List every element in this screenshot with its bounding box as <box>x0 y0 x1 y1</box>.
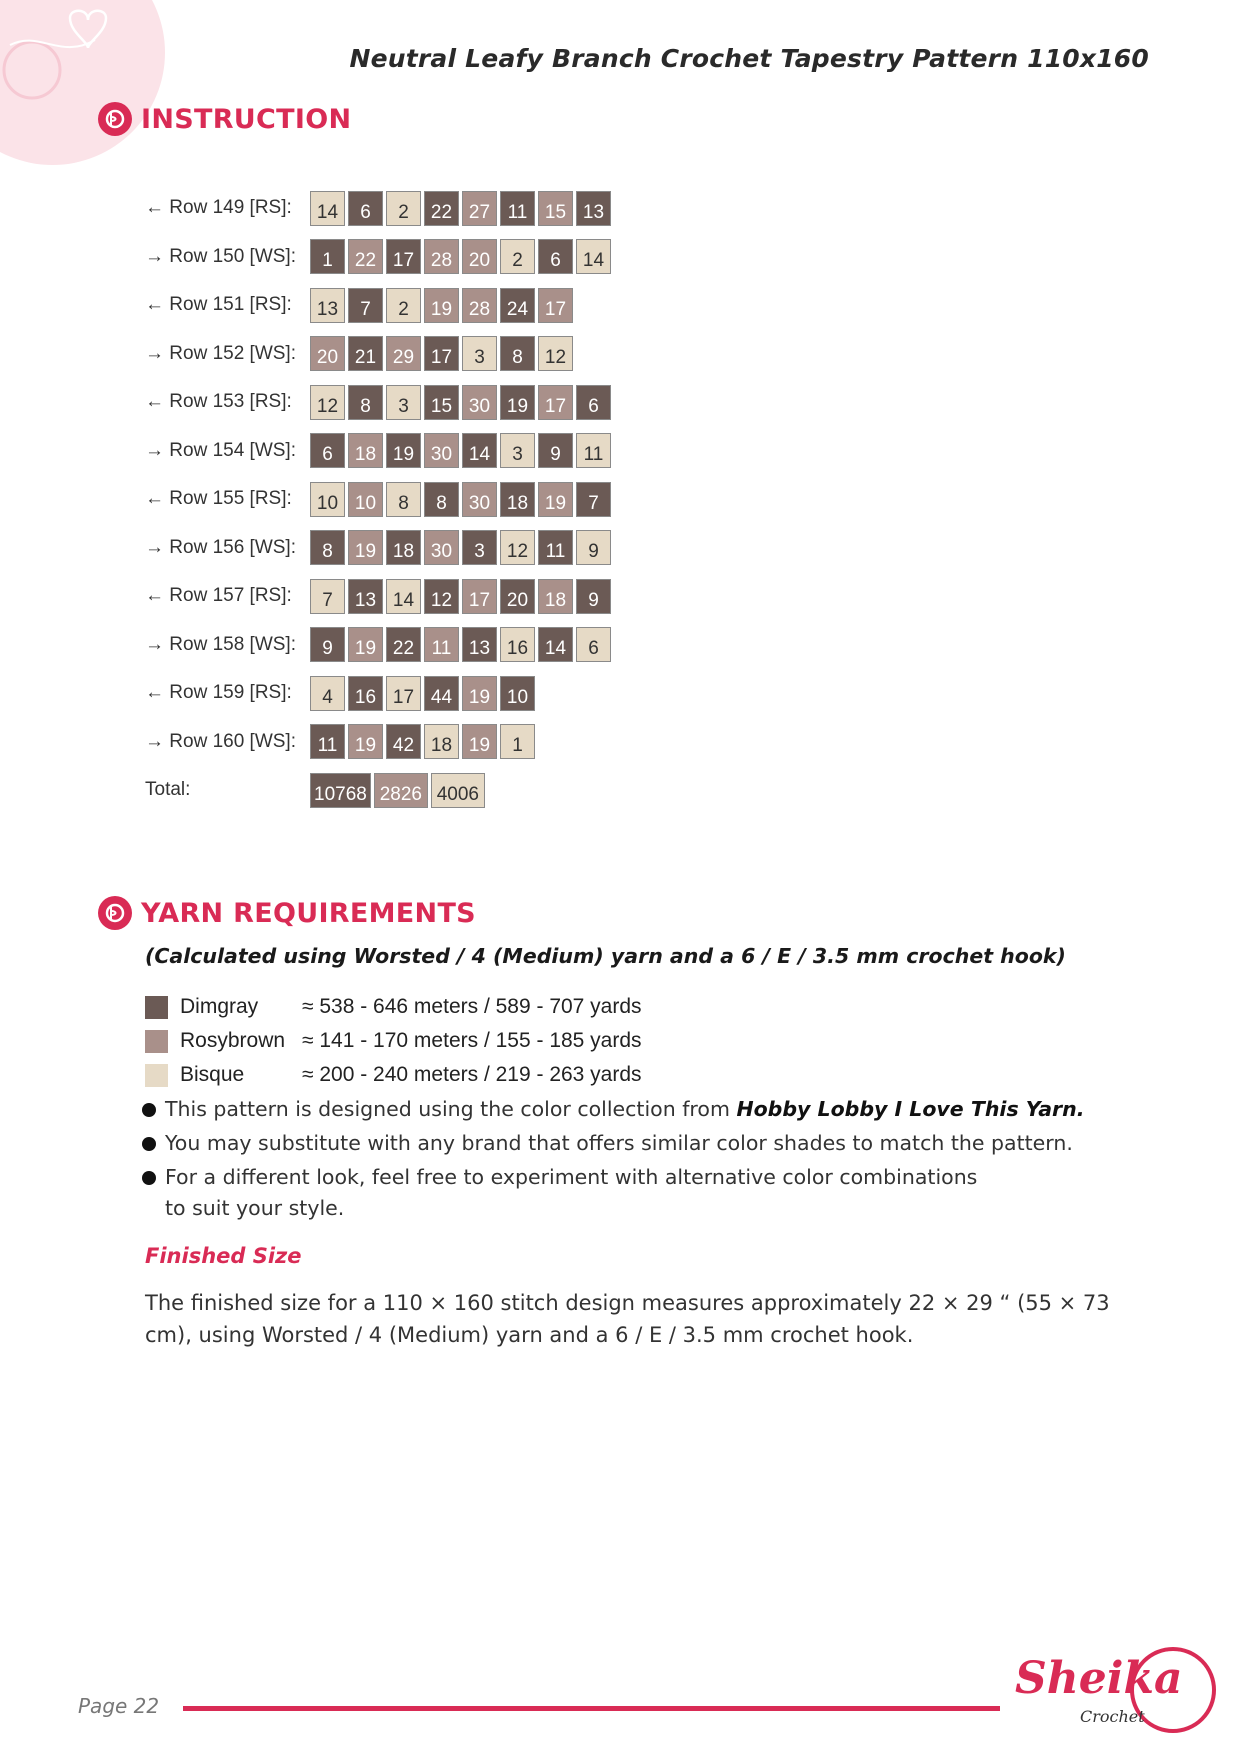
stitch-count-cell: 14 <box>386 579 421 614</box>
stitch-count-cell: 6 <box>576 627 611 662</box>
color-swatch <box>145 1030 168 1053</box>
heart-yarn-icon <box>0 0 110 110</box>
row-label: → Row 156 [WS]: <box>145 536 296 558</box>
stitch-count-cell: 28 <box>424 239 459 274</box>
instruction-rows <box>145 184 611 815</box>
row-cells <box>310 433 611 468</box>
stitch-count-cell: 18 <box>500 482 535 517</box>
color-swatch <box>145 1064 168 1087</box>
stitch-count-cell: 14 <box>576 239 611 274</box>
row-cells <box>310 579 611 614</box>
yarn-subtitle: (Calculated using Worsted / 4 (Medium) yarn and a 6 / E / 3.5 mm crochet hook) <box>145 944 1066 968</box>
instruction-title: INSTRUCTION <box>141 103 352 135</box>
stitch-count-cell: 18 <box>538 579 573 614</box>
stitch-count-cell: 2 <box>500 239 535 274</box>
row-label: ← Row 157 [RS]: <box>145 585 292 607</box>
row-label: → Row 152 [WS]: <box>145 342 296 364</box>
pattern-row <box>145 524 611 573</box>
finished-size-text: The finished size for a 110 × 160 stitch design measures approximately 22 × 29 “ (55 × 73 cm), using Worsted / 4 (Medium) yarn and a 6 / E / 3.5 mm crochet hook. <box>145 1291 1110 1347</box>
stitch-count-cell: 4006 <box>431 773 485 808</box>
stitch-count-cell: 17 <box>538 288 573 323</box>
row-cells <box>310 724 535 759</box>
stitch-count-cell: 11 <box>538 530 573 565</box>
color-swatch <box>145 996 168 1019</box>
stitch-count-cell: 20 <box>310 336 345 371</box>
stitch-count-cell: 17 <box>538 385 573 420</box>
stitch-count-cell: 15 <box>424 385 459 420</box>
brand-name: Hobby Lobby I Love This Yarn. <box>736 1097 1085 1121</box>
stitch-count-cell: 12 <box>424 579 459 614</box>
yarn-amount: ≈ 141 - 170 meters / 155 - 185 yards <box>302 1029 642 1052</box>
stitch-count-cell: 12 <box>310 385 345 420</box>
stitch-count-cell: 17 <box>386 239 421 274</box>
stitch-count-cell: 19 <box>500 385 535 420</box>
stitch-count-cell: 7 <box>310 579 345 614</box>
finished-size-heading: Finished Size <box>145 1244 302 1268</box>
total-row <box>145 766 611 815</box>
pattern-row <box>145 621 611 670</box>
stitch-count-cell: 10768 <box>310 773 371 808</box>
bullet-dot <box>142 1137 156 1151</box>
stitch-count-cell: 11 <box>424 627 459 662</box>
bullet-dot <box>142 1103 156 1117</box>
stitch-count-cell: 27 <box>462 191 497 226</box>
stitch-count-cell: 16 <box>348 676 383 711</box>
stitch-count-cell: 8 <box>500 336 535 371</box>
row-label: ← Row 155 [RS]: <box>145 488 292 510</box>
stitch-count-cell: 14 <box>538 627 573 662</box>
row-label: ← Row 149 [RS]: <box>145 197 292 219</box>
stitch-count-cell: 8 <box>424 482 459 517</box>
pattern-row <box>145 718 611 767</box>
stitch-count-cell: 19 <box>462 724 497 759</box>
stitch-count-cell: 30 <box>424 530 459 565</box>
stitch-count-cell: 30 <box>462 385 497 420</box>
stitch-count-cell: 10 <box>348 482 383 517</box>
stitch-count-cell: 12 <box>500 530 535 565</box>
logo-text: Sheika <box>1015 1653 1183 1704</box>
stitch-count-cell: 6 <box>576 385 611 420</box>
stitch-count-cell: 17 <box>462 579 497 614</box>
pattern-row <box>145 427 611 476</box>
stitch-count-cell: 8 <box>386 482 421 517</box>
stitch-count-cell: 13 <box>348 579 383 614</box>
stitch-count-cell: 8 <box>310 530 345 565</box>
stitch-count-cell: 3 <box>462 336 497 371</box>
logo-subtext: Crochet <box>1080 1707 1145 1726</box>
stitch-count-cell: 19 <box>462 676 497 711</box>
stitch-count-cell: 14 <box>462 433 497 468</box>
row-label: → Row 160 [WS]: <box>145 730 296 752</box>
pattern-row <box>145 475 611 524</box>
pattern-row <box>145 233 611 282</box>
list-item <box>140 1162 1140 1224</box>
stitch-count-cell: 44 <box>424 676 459 711</box>
stitch-count-cell: 11 <box>576 433 611 468</box>
stitch-count-cell: 1 <box>500 724 535 759</box>
corner-decoration <box>0 0 165 165</box>
stitch-count-cell: 7 <box>576 482 611 517</box>
row-cells <box>310 191 611 226</box>
stitch-count-cell: 2 <box>386 191 421 226</box>
stitch-count-cell: 10 <box>500 676 535 711</box>
stitch-count-cell: 12 <box>538 336 573 371</box>
stitch-count-cell: 28 <box>462 288 497 323</box>
stitch-count-cell: 19 <box>348 530 383 565</box>
instruction-heading <box>98 102 351 136</box>
row-label: → Row 158 [WS]: <box>145 633 296 655</box>
stitch-count-cell: 18 <box>348 433 383 468</box>
stitch-count-cell: 24 <box>500 288 535 323</box>
stitch-count-cell: 13 <box>310 288 345 323</box>
yarn-color-name: Rosybrown <box>180 1029 286 1052</box>
yarn-color-name: Bisque <box>180 1063 245 1086</box>
stitch-count-cell: 18 <box>424 724 459 759</box>
stitch-count-cell: 3 <box>462 530 497 565</box>
stitch-count-cell: 13 <box>462 627 497 662</box>
stitch-count-cell: 2826 <box>374 773 428 808</box>
stitch-count-cell: 19 <box>538 482 573 517</box>
pattern-row <box>145 572 611 621</box>
yarn-title: YARN REQUIREMENTS <box>141 897 476 929</box>
total-cells <box>310 773 485 808</box>
stitch-count-cell: 17 <box>424 336 459 371</box>
bullet-text: This pattern is designed using the color collection from <box>165 1097 737 1121</box>
stitch-count-cell: 19 <box>348 724 383 759</box>
stitch-count-cell: 20 <box>500 579 535 614</box>
row-cells <box>310 627 611 662</box>
row-label: → Row 154 [WS]: <box>145 439 296 461</box>
stitch-count-cell: 8 <box>348 385 383 420</box>
stitch-count-cell: 15 <box>538 191 573 226</box>
list-item <box>140 1094 1140 1125</box>
stitch-count-cell: 21 <box>348 336 383 371</box>
stitch-count-cell: 29 <box>386 336 421 371</box>
stitch-count-cell: 42 <box>386 724 421 759</box>
row-label: ← Row 153 [RS]: <box>145 391 292 413</box>
stitch-count-cell: 7 <box>348 288 383 323</box>
stitch-count-cell: 18 <box>386 530 421 565</box>
stitch-count-cell: 17 <box>386 676 421 711</box>
legend-item <box>145 1058 642 1092</box>
pattern-row <box>145 184 611 233</box>
row-label: ← Row 159 [RS]: <box>145 682 292 704</box>
total-label: Total: <box>145 779 191 801</box>
legend-item <box>145 990 642 1024</box>
list-item <box>140 1128 1140 1159</box>
yarn-legend <box>145 990 642 1092</box>
footer-divider <box>183 1706 1000 1711</box>
legend-item <box>145 1024 642 1058</box>
brand-logo <box>1010 1645 1215 1740</box>
stitch-count-cell: 30 <box>424 433 459 468</box>
stitch-count-cell: 11 <box>310 724 345 759</box>
row-cells <box>310 239 611 274</box>
stitch-count-cell: 22 <box>386 627 421 662</box>
page-number: Page 22 <box>78 1694 160 1718</box>
stitch-count-cell: 3 <box>386 385 421 420</box>
pattern-row <box>145 330 611 379</box>
stitch-count-cell: 16 <box>500 627 535 662</box>
stitch-count-cell: 11 <box>500 191 535 226</box>
row-label: → Row 150 [WS]: <box>145 245 296 267</box>
stitch-count-cell: 9 <box>310 627 345 662</box>
stitch-count-cell: 10 <box>310 482 345 517</box>
bullet-text: You may substitute with any brand that offers similar color shades to match the pattern. <box>165 1131 1073 1155</box>
stitch-count-cell: 14 <box>310 191 345 226</box>
row-cells <box>310 482 611 517</box>
pattern-row <box>145 378 611 427</box>
yarn-amount: ≈ 538 - 646 meters / 589 - 707 yards <box>302 995 642 1018</box>
pattern-row <box>145 669 611 718</box>
yarn-color-name: Dimgray <box>180 995 259 1018</box>
row-cells <box>310 336 573 371</box>
document-title: Neutral Leafy Branch Crochet Tapestry Pattern 110x160 <box>349 44 1149 73</box>
stitch-count-cell: 4 <box>310 676 345 711</box>
bullet-text-continued: to suit your style. <box>165 1196 345 1220</box>
row-cells <box>310 288 573 323</box>
stitch-count-cell: 13 <box>576 191 611 226</box>
stitch-count-cell: 6 <box>538 239 573 274</box>
yarn-amount: ≈ 200 - 240 meters / 219 - 263 yards <box>302 1063 642 1086</box>
yarn-heading <box>98 896 476 930</box>
stitch-count-cell: 22 <box>424 191 459 226</box>
stitch-count-cell: 2 <box>386 288 421 323</box>
notes-list <box>140 1094 1140 1227</box>
stitch-count-cell: 22 <box>348 239 383 274</box>
stitch-count-cell: 9 <box>538 433 573 468</box>
pattern-row <box>145 281 611 330</box>
crochet-hook-badge-icon <box>98 896 132 930</box>
stitch-count-cell: 19 <box>348 627 383 662</box>
crochet-hook-badge-icon <box>98 102 132 136</box>
row-cells <box>310 385 611 420</box>
stitch-count-cell: 6 <box>348 191 383 226</box>
stitch-count-cell: 19 <box>386 433 421 468</box>
stitch-count-cell: 19 <box>424 288 459 323</box>
stitch-count-cell: 1 <box>310 239 345 274</box>
stitch-count-cell: 20 <box>462 239 497 274</box>
stitch-count-cell: 9 <box>576 579 611 614</box>
row-label: ← Row 151 [RS]: <box>145 294 292 316</box>
bullet-text: For a different look, feel free to experiment with alternative color combinations <box>165 1165 978 1189</box>
stitch-count-cell: 6 <box>310 433 345 468</box>
row-cells <box>310 530 611 565</box>
bullet-dot <box>142 1171 156 1185</box>
stitch-count-cell: 3 <box>500 433 535 468</box>
row-cells <box>310 676 535 711</box>
stitch-count-cell: 30 <box>462 482 497 517</box>
stitch-count-cell: 9 <box>576 530 611 565</box>
